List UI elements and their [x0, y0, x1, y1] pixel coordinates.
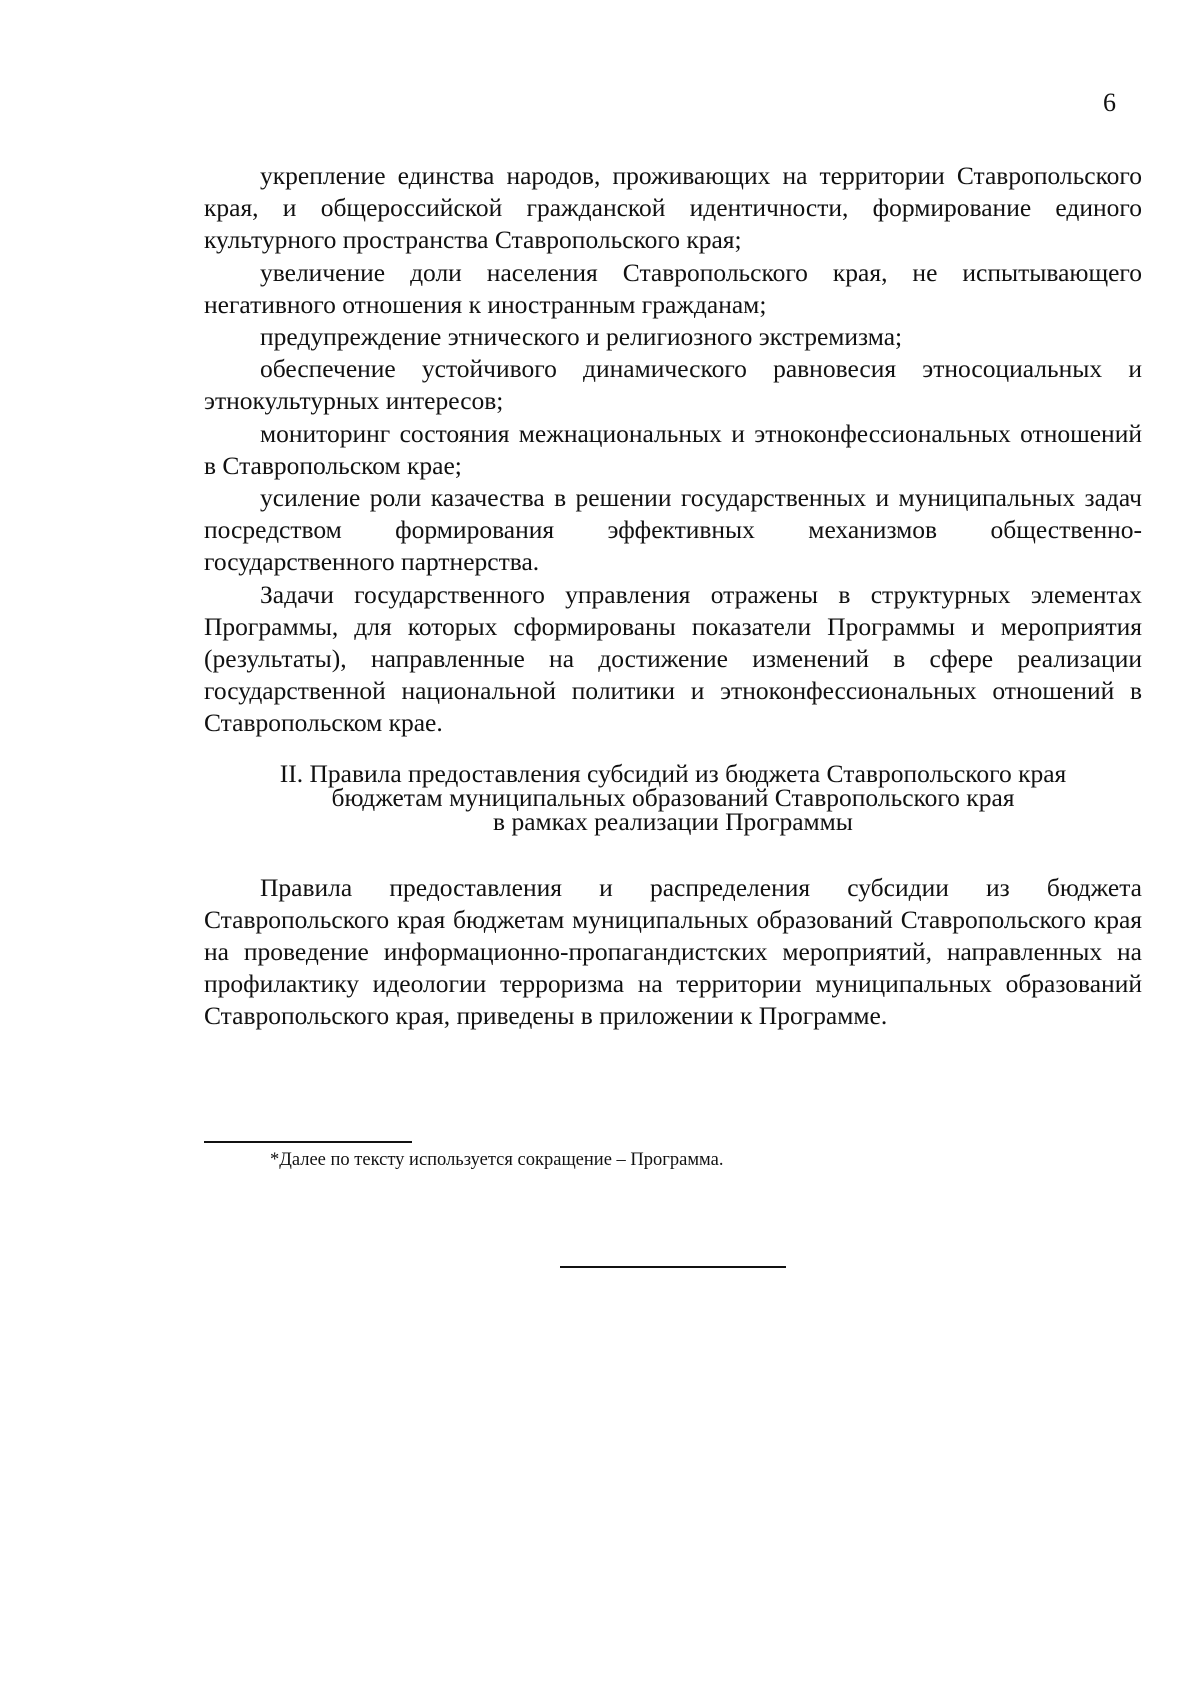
paragraph: мониторинг состояния межнациональных и этноконфессиональных отношений в Ставропольском крае; — [204, 418, 1142, 480]
paragraph: обеспечение устойчивого динамического равновесия этносоциальных и этнокультурных интересов; — [204, 354, 1142, 416]
end-of-page-rule — [560, 1266, 786, 1268]
section-paragraph: Правила предоставления и распределения субсидии из бюджета Ставропольского края бюджетам муниципальных образований Ставропольского края на проведение информационно-пропагандистских мероприятий, направленных на профилактику идеологии терроризма на территории муниципальных образований Ставропольского края, приведены в приложении к Программе. — [204, 872, 1142, 1031]
paragraph: увеличение доли населения Ставропольского края, не испытывающего негативного отношения к иностранным гражданам; — [204, 257, 1142, 319]
paragraph: предупреждение этнического и религиозного экстремизма; — [260, 322, 903, 352]
paragraph: укрепление единства народов, проживающих на территории Ставропольского края, и общероссийской гражданской идентичности, формирование единого культурного пространства Ставропольского края; — [204, 161, 1142, 255]
section-heading-line: бюджетам муниципальных образований Ставропольского края — [331, 782, 1015, 812]
section-heading — [204, 758, 1142, 836]
document-body — [204, 160, 1142, 1033]
footnote: *Далее по тексту используется сокращение – Программа. — [270, 1150, 724, 1170]
footnote-divider — [204, 1141, 412, 1143]
paragraph: Задачи государственного управления отражены в структурных элементах Программы, для которых сформированы показатели Программы и мероприятия (результаты), направленные на достижение изменений в сфере реализации государственной национальной политики и этноконфессиональных отношений в Ставропольском крае. — [204, 579, 1142, 738]
page-number: 6 — [1103, 88, 1116, 117]
section-heading-line: II. Правила предоставления субсидий из бюджета Ставропольского края — [279, 758, 1067, 788]
section-heading-line: в рамках реализации Программы — [493, 806, 853, 836]
spacer — [204, 834, 1142, 872]
paragraph: усиление роли казачества в решении государственных и муниципальных задач посредством формирования эффективных механизмов общественно-государственного партнерства. — [204, 483, 1142, 577]
